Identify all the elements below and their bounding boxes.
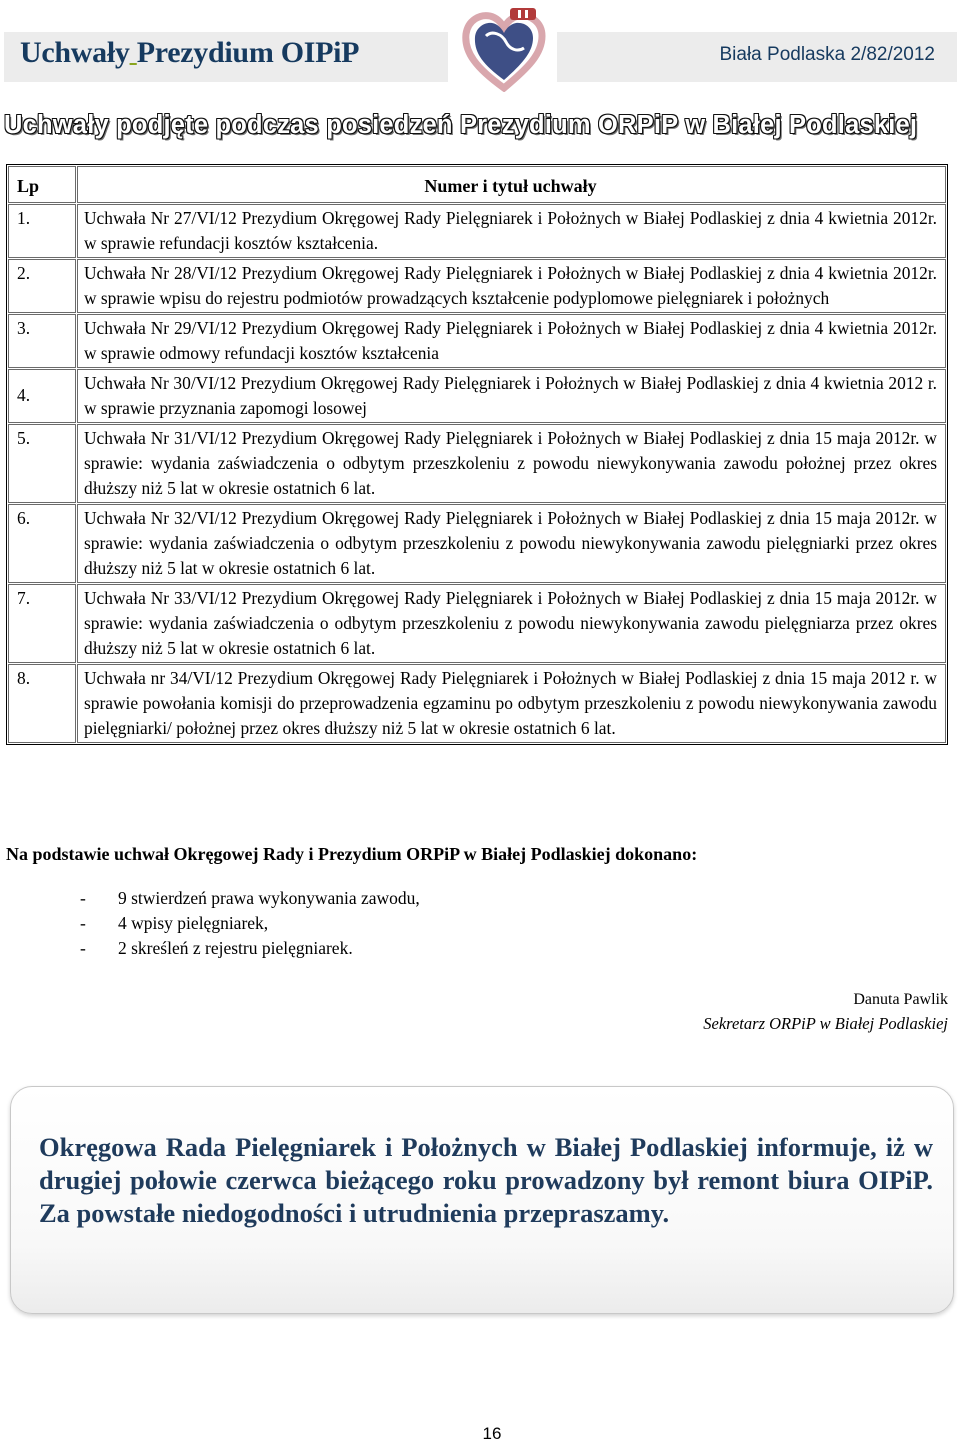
list-item-text: 2 skreśleń z rejestru pielęgniarek. [118,938,353,958]
resolution-text: Uchwała Nr 30/VI/12 Prezydium Okręgowej Rady Pielęgniarek i Położnych w Białej Podlaskiej z dnia 4 kwietnia 2012 r. w sprawie przyznania zapomogi losowej [77,369,946,423]
table-row [8,424,946,503]
column-header-title: Numer i tytuł uchwały [77,166,946,203]
row-number: 8. [8,664,76,743]
table-row [8,504,946,583]
header-reference-panel [557,32,957,82]
row-number: 3. [8,314,76,368]
row-number: 1. [8,204,76,258]
list-item-text: 4 wpisy pielęgniarek, [118,913,269,933]
row-number: 2. [8,259,76,313]
header-reference: Biała Podlaska 2/82/2012 [719,44,935,65]
table-row [8,259,946,313]
resolution-text: Uchwała Nr 32/VI/12 Prezydium Okręgowej Rady Pielęgniarek i Położnych w Białej Podlaskiej z dnia 15 maja 2012r. w sprawie: wydania zaświadczenia o odbytym przeszkoleniu z powodu niewykonywania zawodu pielęgniarki przez okres dłuższy niż 5 lat w okresie ostatnich 6 lat. [77,504,946,583]
row-number: 7. [8,584,76,663]
notice-text: Okręgowa Rada Pielęgniarek i Położnych w Białej Podlaskiej informuje, iż w drugiej połowie czerwca bieżącego roku prowadzony był remont biura OIPiP. Za powstałe niedogodności i utrudnienia przepraszamy. [39,1132,933,1228]
table-row [8,664,946,743]
resolution-text: Uchwała nr 34/VI/12 Prezydium Okręgowej Rady Pielęgniarek i Położnych w Białej Podlaskiej z dnia 15 maja 2012 r. w sprawie powołania komisji do przeprowadzenia egzaminu po odbytym przeszkoleniu z powodu niewykonywania zawodu pielęgniarki/ położnej przez okres dłuższy niż 5 lat w okresie ostatnich 6 lat. [77,664,946,743]
column-header-lp: Lp [8,166,76,203]
list-item-text: 9 stwierdzeń prawa wykonywania zawodu, [118,888,420,908]
row-number [8,369,76,423]
row-number: 6. [8,504,76,583]
list-dash: - [80,938,86,958]
table-row [8,204,946,258]
signatory-name: Danuta Pawlik [853,991,948,1008]
header-title-panel [4,32,448,82]
nursing-chamber-heart-logo-icon [458,6,550,92]
summary-list [80,886,420,961]
summary-heading: Na podstawie uchwał Okręgowej Rady i Prezydium ORPiP w Białej Podlaskiej dokonano: [6,844,698,864]
header-title [20,36,359,70]
list-dash: - [80,888,86,908]
resolution-text: Uchwała Nr 29/VI/12 Prezydium Okręgowej Rady Pielęgniarek i Położnych w Białej Podlaskiej z dnia 4 kwietnia 2012r. w sprawie odmowy refundacji kosztów kształcenia [77,314,946,368]
list-dash: - [80,913,86,933]
banner-heading: Uchwały podjęte podczas posiedzeń Prezydium ORPiP w Białej Podlaskiej [4,111,918,139]
table-row [8,314,946,368]
header-title-rest: Prezydium OIPiP [136,36,360,69]
page-number: 16 [482,1424,502,1443]
list-item [80,911,420,936]
header-title-separator [130,36,137,69]
resolution-text: Uchwała Nr 33/VI/12 Prezydium Okręgowej Rady Pielęgniarek i Położnych w Białej Podlaskiej z dnia 15 maja 2012r. w sprawie: wydania zaświadczenia o odbytym przeszkoleniu z powodu niewykonywania zawodu pielęgniarza przez okres dłuższy niż 5 lat w okresie ostatnich 6 lat. [77,584,946,663]
resolution-text: Uchwała Nr 28/VI/12 Prezydium Okręgowej Rady Pielęgniarek i Położnych w Białej Podlaskiej z dnia 4 kwietnia 2012r. w sprawie wpisu do rejestru podmiotów prowadzących kształcenie podyplomowe pielęgniarek i położnych [77,259,946,313]
resolution-text: Uchwała Nr 27/VI/12 Prezydium Okręgowej Rady Pielęgniarek i Położnych w Białej Podlaskiej z dnia 4 kwietnia 2012r. w sprawie refundacji kosztów kształcenia. [77,204,946,258]
header-title-main: Uchwały [20,36,130,69]
resolutions-table [6,164,948,745]
table-row [8,369,946,423]
resolution-text: Uchwała Nr 31/VI/12 Prezydium Okręgowej Rady Pielęgniarek i Położnych w Białej Podlaskiej z dnia 15 maja 2012r. w sprawie: wydania zaświadczenia o odbytym przeszkoleniu z powodu niewykonywania zawodu położnej przez okres dłuższy niż 5 lat w okresie ostatnich 6 lat. [77,424,946,503]
table-row [8,584,946,663]
list-item [80,936,420,961]
signature-block [703,988,948,1036]
list-item [80,886,420,911]
row-number: 5. [8,424,76,503]
notice-box [10,1086,954,1314]
signatory-role: Sekretarz ORPiP w Białej Podlaskiej [703,1014,948,1033]
table-header-row [8,166,946,203]
row-number-label: 4. [17,385,31,405]
